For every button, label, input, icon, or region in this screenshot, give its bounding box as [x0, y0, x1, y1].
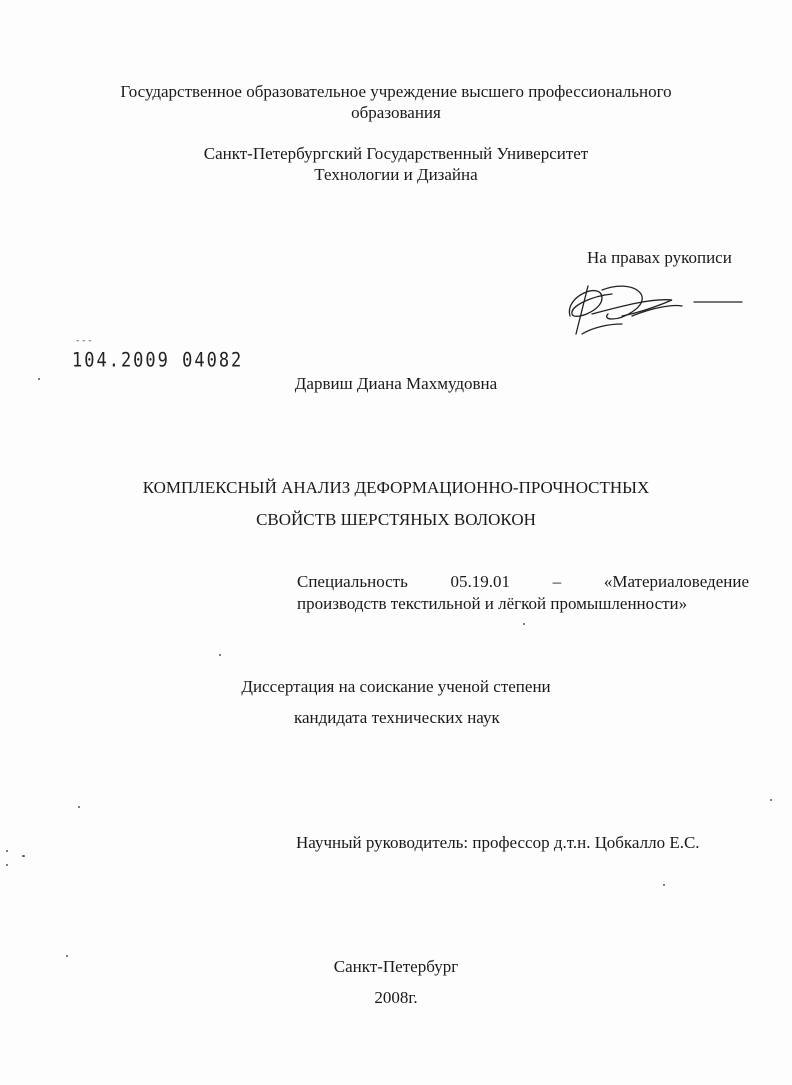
specialty-row: [297, 571, 749, 593]
institution-line-1: Государственное образовательное учреждение высшего профессионального: [120, 82, 672, 101]
scan-speck: [22, 855, 25, 857]
scan-speck: [770, 799, 772, 801]
scan-speck: [6, 850, 8, 852]
specialty-name-end: производств текстильной и лёгкой промышленности»: [297, 594, 688, 613]
supervisor: Научный руководитель: профессор д.т.н. Цобкалло Е.С.: [296, 833, 700, 852]
scan-speck: [66, 955, 68, 957]
university-line-2: Технологии и Дизайна: [314, 165, 478, 184]
scan-speck: [78, 806, 80, 808]
library-stamp-number: 104.2009 04082: [72, 349, 244, 372]
specialty-name-start: «Материаловедение: [603, 572, 749, 591]
scan-speck: [6, 864, 8, 866]
scan-speck: [663, 884, 665, 886]
scan-speck: [523, 623, 525, 625]
degree-line-1: Диссертация на соискание ученой степени: [241, 677, 551, 696]
university-line-1: Санкт-Петербургский Государственный Университет: [203, 144, 589, 163]
title-line-2: СВОЙСТВ ШЕРСТЯНЫХ ВОЛОКОН: [256, 510, 536, 529]
degree-line-2: кандидата технических наук: [294, 708, 500, 727]
scan-speck: [38, 378, 40, 380]
city: Санкт-Петербург: [333, 957, 459, 976]
title-line-1: КОМПЛЕКСНЫЙ АНАЛИЗ ДЕФОРМАЦИОННО-ПРОЧНОСТНЫХ: [142, 478, 650, 497]
rights-note: На правах рукописи: [587, 248, 732, 267]
author-name: Дарвиш Диана Махмудовна: [294, 374, 498, 393]
specialty-code: 05.19.01: [450, 572, 511, 591]
stamp-marks: - - -: [76, 336, 92, 346]
specialty-dash: –: [552, 572, 562, 591]
scan-speck: [219, 654, 221, 656]
specialty-label: Специальность: [297, 572, 408, 591]
year: 2008г.: [374, 988, 418, 1007]
handwritten-signature: [562, 276, 752, 338]
institution-line-2: образования: [351, 103, 441, 122]
